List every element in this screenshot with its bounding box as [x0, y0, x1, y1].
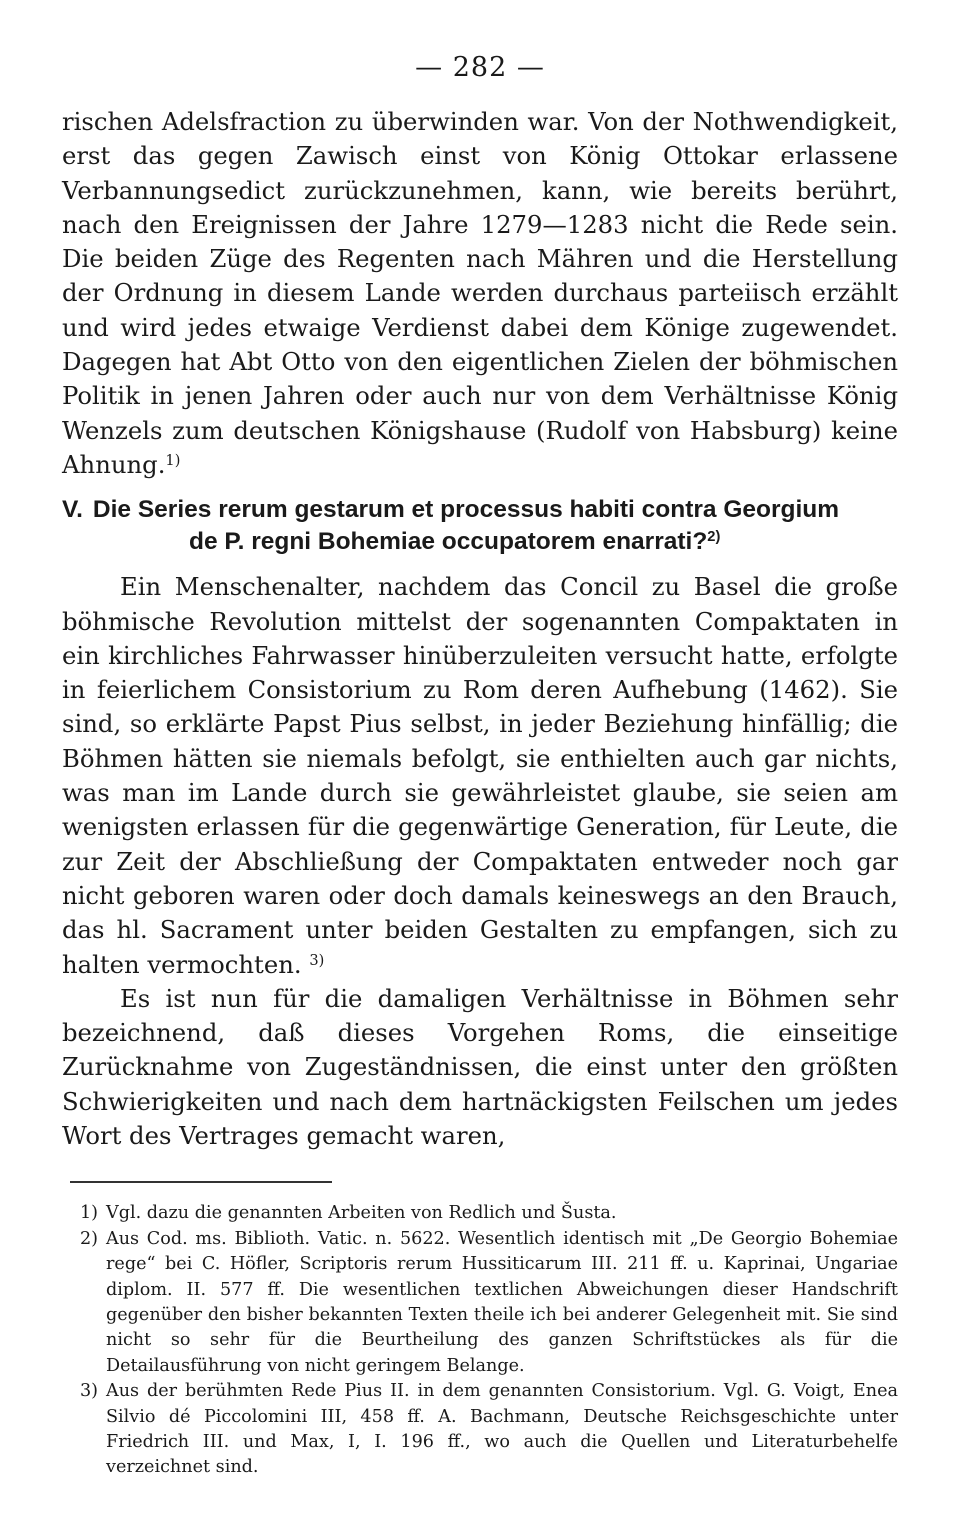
paragraph-2-text: Ein Menschenalter, nachdem das Concil zu Basel die große böhmische Revolution mittelst der sogenannten Compaktaten in ein kirchliches Fahrwasser hinüberzuleiten versucht hatte, erfolgte in feierlichem Consistorium zu Rom deren Aufhebung (1462). Sie sind, so erklärte Papst Pius selbst, in jeder Beziehung hinfällig; die Böhmen hätten sie niemals befolgt, sie enthielten auch gar nichts, was man im Lande durch sie gewährleistet glaube, sie seien am wenigsten erlassen für die gegenwärtige Generation, für Leute, die zur Zeit der Abschließung der Compaktaten entweder noch gar nicht geboren waren oder doch damals keineswegs an den Brauch, das hl. Sacrament unter beiden Gestalten zu empfangen, sich zu halten vermochten.	[62, 572, 898, 979]
footnote-text: Aus Cod. ms. Biblioth. Vatic. n. 5622. Wesentlich identisch mit „De Georgio Bohemiae rege“ bei C. Höfler, Scriptoris rerum Hussiticarum III. 211 ff. u. Kaprinai, Ungariae diplom. II. 577 ff. Die wesentlichen textlichen Abweichungen dieser Handschrift gegenüber den bisher bekannten Texten theile ich bei anderer Gelegenheit mit. Sie sind nicht so sehr für die Beurtheilung des ganzen Schriftstückes als für die Detailausführung von nicht geringem Belange.	[106, 1228, 898, 1376]
footnote-divider	[70, 1181, 332, 1183]
footnote-mark: 3)	[79, 1381, 98, 1402]
paragraph-1-text: rischen Adelsfraction zu überwinden war. Von der Nothwendigkeit, erst das gegen Zawisch einst von König Ottokar erlassene Verbannungsedict zurückzunehmen, kann, wie bereits berührt, nach den Ereignissen der Jahre 1279—1283 nicht die Rede sein. Die beiden Züge des Regenten nach Mähren und die Herstellung der Ordnung in diesem Lande werden durchaus parteiisch erzählt und wird jedes etwaige Verdienst dabei dem Könige zugewendet. Dagegen hat Abt Otto von den eigentlichen Zielen der böhmischen Politik in jenen Jahren oder auch nur von dem Verhältnisse König Wenzels zum deutschen Königshause (Rudolf von Habsburg) keine Ahnung.	[62, 107, 898, 479]
paragraph-3-text: Es ist nun für die damaligen Verhältnisse in Böhmen sehr bezeichnend, daß dieses Vorgehen Roms, die einseitige Zurücknahme von Zugeständnissen, die einst unter den größten Schwierigkeiten und nach dem hartnäckigsten Feilschen um jedes Wort des Vertrages gemacht waren,	[62, 983, 898, 1151]
footnote-2	[62, 1227, 898, 1379]
footnote-1	[62, 1201, 898, 1226]
paragraph-compaktaten	[62, 570, 898, 982]
footnote-ref-3: 3)	[309, 951, 325, 969]
section-heading-line-2	[62, 526, 898, 558]
footnote-ref-2: 2)	[707, 529, 721, 546]
paragraph-continuation	[62, 105, 898, 482]
section-title-part-2: de P. regni Bohemiae occupatorem enarrati?	[189, 528, 708, 556]
paragraph-rome-proceedings	[62, 982, 898, 1153]
section-title-part-1: Die Series rerum gestarum et processus habiti contra Georgium	[92, 496, 840, 524]
footnote-3	[62, 1379, 898, 1481]
section-number: V.	[62, 496, 83, 524]
page-number: — 282 —	[415, 52, 545, 83]
footnote-ref-1: 1)	[165, 451, 181, 469]
footnote-mark: 2)	[79, 1228, 98, 1249]
footnotes	[62, 1201, 898, 1480]
section-heading	[62, 494, 898, 558]
footnote-text: Aus der berühmten Rede Pius II. in dem genannten Consistorium. Vgl. G. Voigt, Enea Silvio dé Piccolomini III, 458 ff. A. Bachmann, Deutsche Reichsgeschichte unter Friedrich III. und Max, I, I. 196 ff., wo auch die Quellen und Literaturbehelfe verzeichnet sind.	[106, 1381, 898, 1478]
footnote-mark: 1)	[79, 1203, 98, 1224]
document-page	[62, 52, 898, 1481]
section-heading-line-1	[62, 494, 898, 526]
footnote-text: Vgl. dazu die genannten Arbeiten von Redlich und Šusta.	[106, 1203, 617, 1224]
